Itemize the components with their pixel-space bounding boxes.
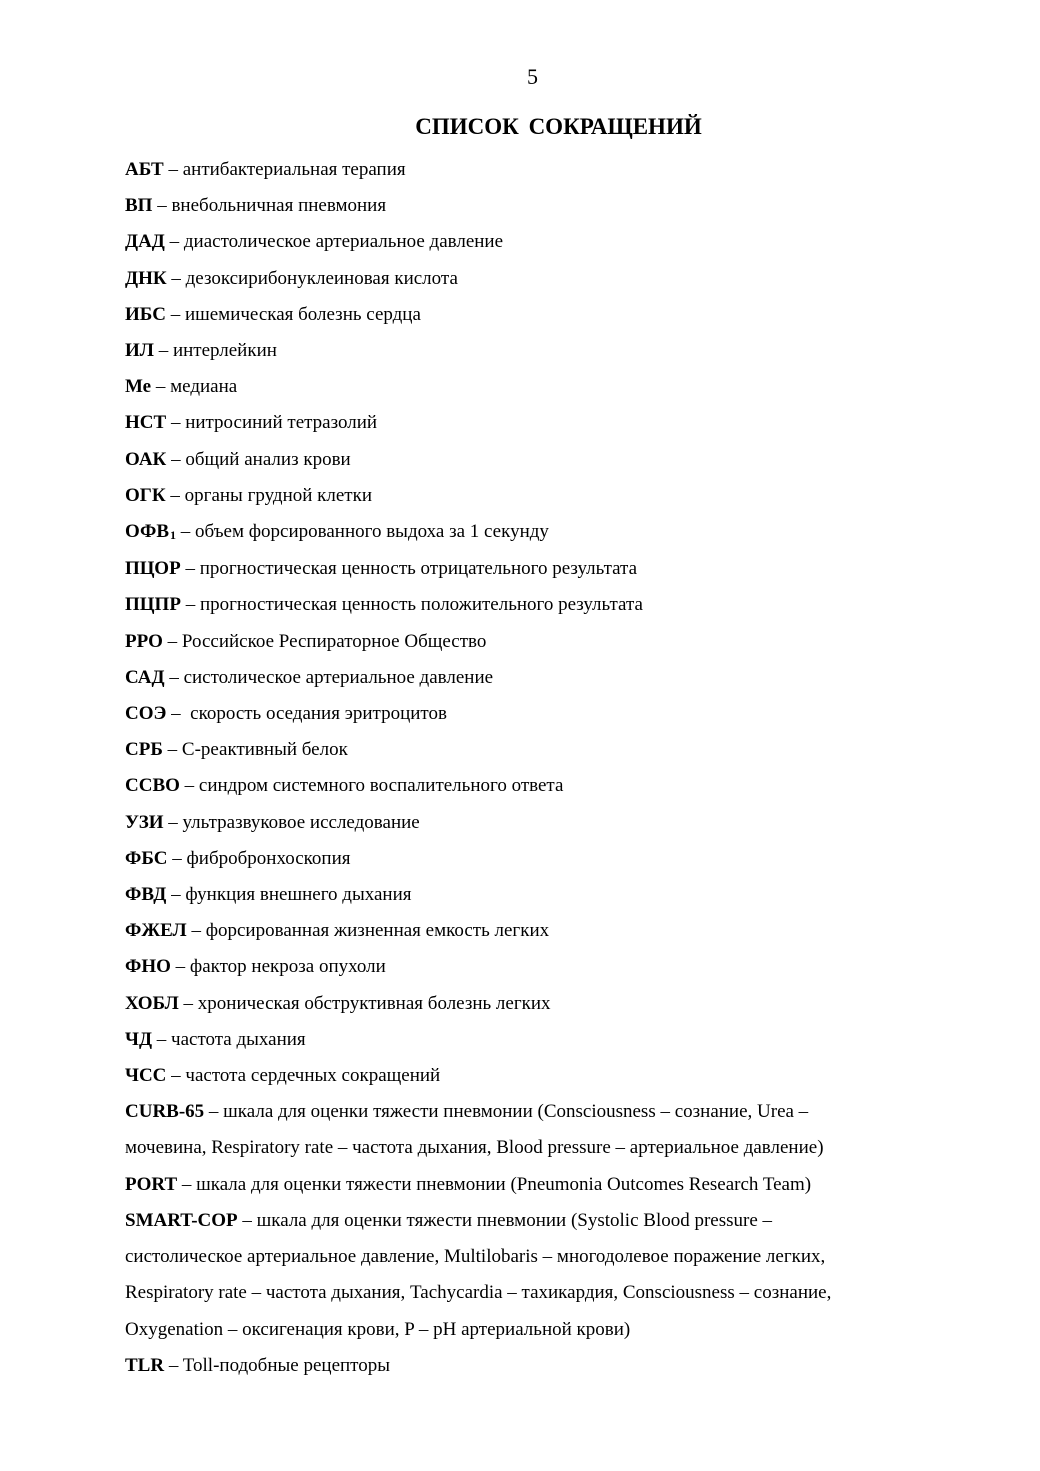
abbreviation-description: – С-реактивный белок bbox=[162, 739, 348, 761]
abbreviation-list bbox=[125, 152, 925, 1384]
abbreviation-term-text: ПЦПР bbox=[125, 594, 181, 616]
abbreviation-term-text: САД bbox=[125, 666, 165, 688]
abbreviation-term-text: ДАД bbox=[125, 231, 165, 253]
abbreviation-description: – частота дыхания bbox=[152, 1028, 306, 1050]
abbreviation-description: – ишемическая болезнь сердца bbox=[165, 303, 421, 325]
abbreviation-term bbox=[125, 812, 164, 833]
abbreviation-term bbox=[125, 376, 151, 397]
abbreviation-term-text: РРО bbox=[125, 630, 163, 652]
abbreviation-description: – функция внешнего дыхания bbox=[166, 884, 412, 906]
abbreviation-description: – объем форсированного выдоха за 1 секунду bbox=[176, 521, 549, 543]
abbreviation-term-text: PORT bbox=[125, 1173, 178, 1195]
page-number: 5 bbox=[527, 64, 538, 89]
abbreviation-term-text: ОФВ bbox=[125, 521, 170, 543]
abbreviation-term bbox=[125, 558, 181, 579]
abbreviation-term-text: УЗИ bbox=[125, 811, 164, 833]
abbreviation-item bbox=[125, 841, 925, 877]
abbreviation-description: – прогностическая ценность положительного результата bbox=[180, 594, 643, 616]
abbreviation-term bbox=[125, 993, 179, 1014]
abbreviation-description: – фибробронхоскопия bbox=[167, 847, 351, 869]
abbreviation-item bbox=[125, 805, 925, 841]
abbreviation-term bbox=[125, 412, 166, 433]
abbreviation-term-text: АБТ bbox=[125, 159, 164, 180]
abbreviation-item bbox=[125, 442, 925, 478]
abbreviation-item-continuation bbox=[125, 1275, 925, 1311]
abbreviation-item bbox=[125, 624, 925, 660]
abbreviation-description: – внебольничная пневмония bbox=[152, 195, 387, 217]
abbreviation-term bbox=[125, 703, 166, 724]
abbreviation-term-subscript: 1 bbox=[170, 528, 177, 543]
abbreviation-term-text: СОЭ bbox=[125, 703, 167, 725]
abbreviation-item bbox=[125, 261, 925, 297]
abbreviation-term bbox=[125, 340, 154, 361]
abbreviation-item bbox=[125, 949, 925, 985]
abbreviation-term-text: ФЖЕЛ bbox=[125, 920, 187, 942]
abbreviation-item bbox=[125, 514, 925, 551]
abbreviation-item bbox=[125, 224, 925, 260]
abbreviation-item bbox=[125, 152, 925, 188]
abbreviation-term bbox=[125, 1029, 152, 1050]
abbreviation-item bbox=[125, 660, 925, 696]
abbreviation-term bbox=[125, 920, 187, 941]
abbreviation-term bbox=[125, 449, 166, 470]
abbreviation-item bbox=[125, 478, 925, 514]
abbreviation-term bbox=[125, 739, 163, 760]
abbreviation-item bbox=[125, 1203, 925, 1239]
abbreviation-description: – органы грудной клетки bbox=[165, 484, 373, 506]
abbreviation-description: – интерлейкин bbox=[153, 340, 277, 362]
abbreviation-item bbox=[125, 551, 925, 587]
abbreviation-term bbox=[125, 268, 167, 289]
abbreviation-term-text: ИЛ bbox=[125, 340, 154, 362]
abbreviation-item bbox=[125, 1348, 925, 1384]
abbreviation-item bbox=[125, 1094, 925, 1130]
abbreviation-term-text: Ме bbox=[125, 376, 152, 398]
abbreviation-term bbox=[125, 1355, 164, 1376]
abbreviation-term-text: НСТ bbox=[125, 412, 167, 434]
page-title: СПИСОК СОКРАЩЕНИЙ bbox=[415, 114, 702, 139]
abbreviation-item bbox=[125, 405, 925, 441]
abbreviation-term bbox=[125, 195, 152, 216]
abbreviation-term-text: CURB-65 bbox=[125, 1101, 205, 1123]
abbreviation-term bbox=[125, 631, 163, 652]
abbreviation-item-continuation bbox=[125, 1312, 925, 1348]
abbreviation-description: – медиана bbox=[151, 376, 238, 398]
abbreviation-term-text: ССВО bbox=[125, 775, 180, 797]
abbreviation-term-text: ОГК bbox=[125, 484, 166, 506]
abbreviation-term bbox=[125, 848, 167, 869]
abbreviation-term-text: ЧСС bbox=[125, 1065, 167, 1087]
abbreviation-description: – шкала для оценки тяжести пневмонии (Pneumonia Outcomes Research Team) bbox=[177, 1173, 812, 1195]
abbreviation-item bbox=[125, 732, 925, 768]
abbreviation-item-continuation bbox=[125, 1130, 925, 1166]
abbreviation-term bbox=[125, 231, 165, 252]
abbreviation-term-text: ЧД bbox=[125, 1028, 153, 1050]
abbreviation-item bbox=[125, 986, 925, 1022]
abbreviation-term-text: ОАК bbox=[125, 448, 167, 470]
abbreviation-description: – Toll-подобные рецепторы bbox=[164, 1354, 390, 1376]
abbreviation-term-text: ФНО bbox=[125, 956, 171, 978]
abbreviation-item bbox=[125, 877, 925, 913]
abbreviation-description: – шкала для оценки тяжести пневмонии (Consciousness – сознание, Urea – bbox=[204, 1101, 809, 1123]
abbreviation-term-text: ФБС bbox=[125, 847, 168, 869]
abbreviation-term bbox=[125, 1174, 177, 1195]
abbreviation-item bbox=[125, 587, 925, 623]
abbreviation-term-text: ХОБЛ bbox=[125, 992, 179, 1014]
abbreviation-term-text: ФВД bbox=[125, 884, 167, 906]
abbreviation-description: – шкала для оценки тяжести пневмонии (Systolic Blood pressure – bbox=[237, 1209, 773, 1231]
abbreviation-item bbox=[125, 369, 925, 405]
abbreviation-description: – форсированная жизненная емкость легких bbox=[186, 920, 550, 942]
abbreviation-term bbox=[125, 521, 176, 542]
abbreviation-description: – Российское Респираторное Общество bbox=[162, 630, 487, 652]
abbreviation-term-text: ВП bbox=[125, 195, 153, 217]
abbreviation-term bbox=[125, 159, 164, 180]
abbreviation-description: – ультразвуковое исследование bbox=[163, 811, 420, 833]
abbreviation-term-text: СРБ bbox=[125, 739, 163, 761]
abbreviation-item bbox=[125, 1022, 925, 1058]
abbreviation-description: мочевина, Respiratory rate – частота дыхания, Blood pressure – артериальное давление) bbox=[125, 1137, 824, 1159]
abbreviation-item bbox=[125, 333, 925, 369]
abbreviation-term-text: ИБС bbox=[125, 303, 166, 325]
abbreviation-term bbox=[125, 956, 171, 977]
abbreviation-description: – систолическое артериальное давление bbox=[164, 666, 494, 688]
abbreviation-description: – скорость оседания эритроцитов bbox=[166, 703, 447, 725]
abbreviation-description: – диастолическое артериальное давление bbox=[164, 231, 504, 253]
abbreviation-description: – дезоксирибонуклеиновая кислота bbox=[166, 267, 458, 289]
abbreviation-term bbox=[125, 884, 166, 905]
abbreviation-item bbox=[125, 188, 925, 224]
abbreviation-item bbox=[125, 1167, 925, 1203]
abbreviation-description: – хроническая обструктивная болезнь легких bbox=[178, 992, 551, 1014]
abbreviation-description: систолическое артериальное давление, Multilobaris – многодолевое поражение легких, bbox=[125, 1246, 826, 1268]
abbreviation-description: – антибактериальная терапия bbox=[163, 159, 406, 180]
abbreviation-description: – синдром системного воспалительного ответа bbox=[179, 775, 564, 797]
abbreviation-item-continuation bbox=[125, 1239, 925, 1275]
abbreviation-description: – общий анализ крови bbox=[166, 448, 351, 470]
abbreviation-description: Oxygenation – оксигенация крови, P – pH артериальной крови) bbox=[125, 1318, 631, 1340]
abbreviation-item bbox=[125, 696, 925, 732]
abbreviation-term-text: ДНК bbox=[125, 267, 167, 289]
abbreviation-description: Respiratory rate – частота дыхания, Tachycardia – тахикардия, Consciousness – сознание, bbox=[125, 1282, 832, 1304]
abbreviation-description: – фактор некроза опухоли bbox=[170, 956, 386, 978]
abbreviation-term-text: ПЦОР bbox=[125, 558, 181, 580]
abbreviation-term bbox=[125, 775, 180, 796]
abbreviation-item bbox=[125, 297, 925, 333]
abbreviation-term bbox=[125, 304, 166, 325]
abbreviation-term bbox=[125, 1065, 166, 1086]
abbreviation-description: – нитросиний тетразолий bbox=[166, 412, 378, 434]
abbreviation-term-text: SMART-COP bbox=[125, 1209, 238, 1231]
abbreviation-term-text: TLR bbox=[125, 1354, 165, 1376]
abbreviation-term bbox=[125, 1101, 204, 1122]
abbreviation-term bbox=[125, 667, 165, 688]
abbreviation-term bbox=[125, 1210, 238, 1231]
abbreviation-item bbox=[125, 913, 925, 949]
abbreviation-item bbox=[125, 768, 925, 804]
abbreviation-description: – прогностическая ценность отрицательного результата bbox=[180, 558, 638, 580]
abbreviation-item bbox=[125, 1058, 925, 1094]
abbreviation-term bbox=[125, 485, 166, 506]
abbreviation-term bbox=[125, 594, 181, 615]
abbreviation-description: – частота сердечных сокращений bbox=[166, 1065, 441, 1087]
